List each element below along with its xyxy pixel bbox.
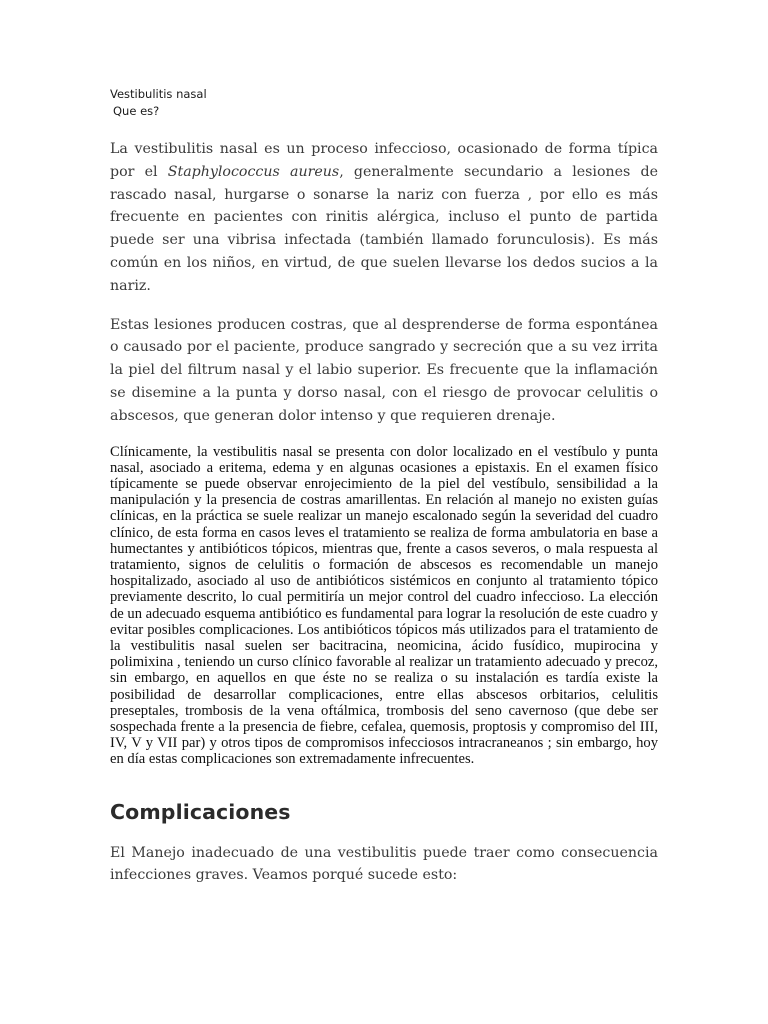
paragraph-intro <box>110 138 658 298</box>
paragraph-lesions: Estas lesiones producen costras, que al desprenderse de forma espontánea o causado por el paciente, produce sangrado y secreción que a su vez irrita la piel del filtrum nasal y el labio superior. Es frecuente que la inflamación se disemine a la punta y dorso nasal, con el riesgo de provocar celulitis o abscesos, que generan dolor intenso y que requieren drenaje. <box>110 316 658 424</box>
document-subtitle: Que es? <box>113 104 160 118</box>
paragraph-intro-text-end: , generalmente secundario a lesiones de rascado nasal, hurgarse o sonarse la nariz con fuerza , por ello es más frecuente en pacientes con rinitis alérgica, incluso el punto de partida puede ser una vibrisa infectada (también llamado forunculosis). Es más común en los niños, en virtud, de que suelen llevarse los dedos sucios a la nariz. <box>110 163 658 294</box>
document-title: Vestibulitis nasal <box>110 87 207 101</box>
paragraph-clinical: Clínicamente, la vestibulitis nasal se presenta con dolor localizado en el vestíbulo y punta nasal, asociado a eritema, edema y en algunas ocasiones a epistaxis. En el examen físico típicamente se puede observar enrojecimiento de la piel del vestíbulo, sensibilidad a la manipulación y la presencia de costras amarillentas. En relación al manejo no existen guías clínicas, en la práctica se suele realizar un manejo escalonado según la severidad del cuadro clínico, de esta forma en casos leves el tratamiento se realiza de forma ambulatoria en base a humectantes y antibióticos tópicos, mientras que, frente a casos severos, o mala respuesta al tratamiento, signos de celulitis o formación de abscesos es recomendable un manejo hospitalizado, asociado al uso de antibióticos sistémicos en conjunto al tratamiento tópico previamente descrito, lo cual permitiría un mejor control del cuadro infeccioso. La elección de un adecuado esquema antibiótico es fundamental para lograr la resolución de este cuadro y evitar posibles complicaciones. Los antibióticos tópicos más utilizados para el tratamiento de la vestibulitis nasal suelen ser bacitracina, neomicina, ácido fusídico, mupirocina y polimixina , teniendo un curso clínico favorable al realizar un tratamiento adecuado y precoz, sin embargo, en aquellos en que éste no se realiza o su instalación es tardía existe la posibilidad de desarrollar complicaciones, entre ellas abscesos orbitarios, celulitis preseptales, trombosis de la vena oftálmica, trombosis del seno cavernoso (que debe ser sospechada frente a la presencia de fiebre, cefalea, quemosis, proptosis y compromiso del III, IV, V y VII par) y otros tipos de compromisos infecciosos intracraneanos ; sin embargo, hoy en día estas complicaciones son extremadamente infrecuentes. <box>110 443 658 768</box>
paragraph-intro-text-start: La vestibulitis nasal es un proceso infeccioso, ocasionado de forma típica por el <box>110 141 658 180</box>
paragraph-complications: El Manejo inadecuado de una vestibulitis puede traer como consecuencia infecciones graves. Veamos porqué sucede esto: <box>110 844 658 884</box>
bacteria-name: Staphylococcus aureus <box>167 163 340 180</box>
document-page <box>110 86 658 887</box>
section-heading-complicaciones: Complicaciones <box>110 799 291 824</box>
